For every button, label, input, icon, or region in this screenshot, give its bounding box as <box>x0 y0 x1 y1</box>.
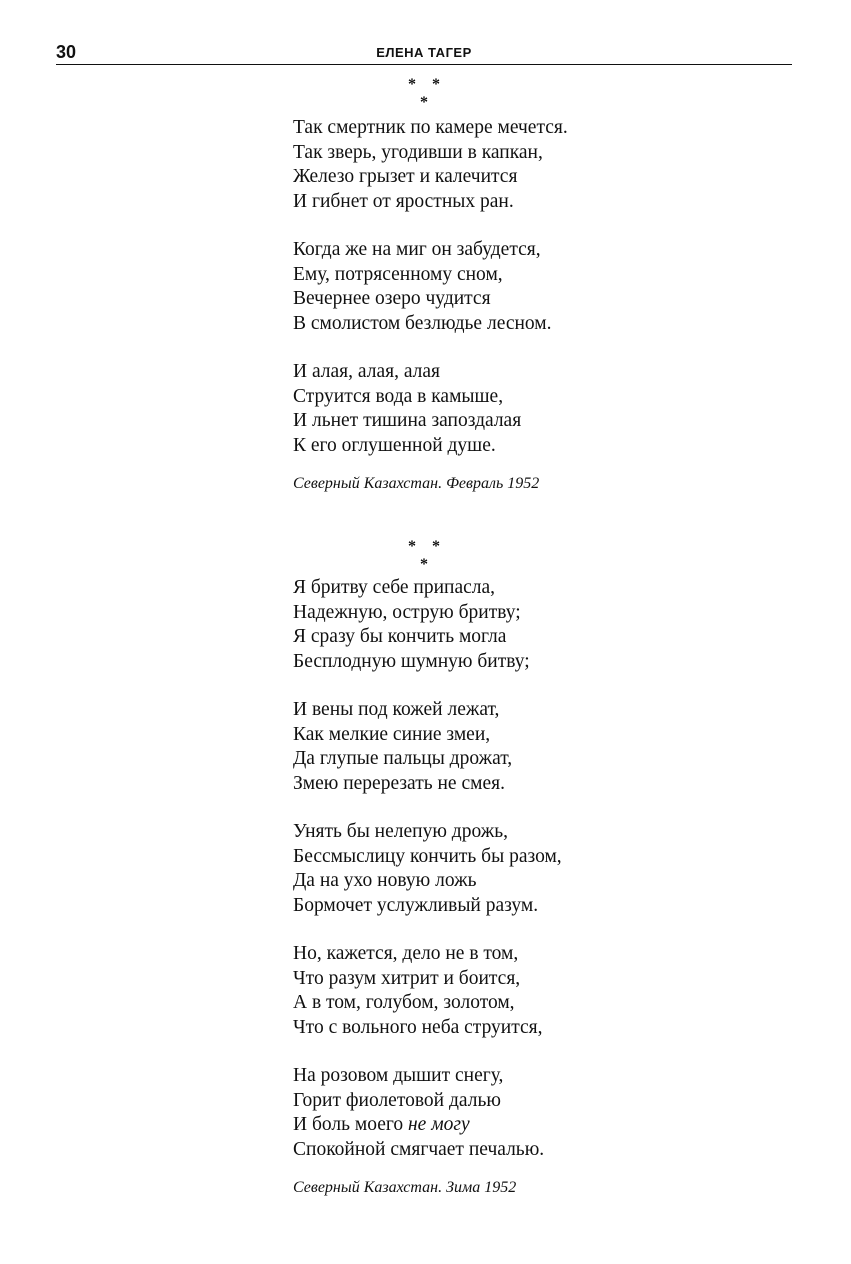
verse-line: И льнет тишина запоздалая <box>293 410 522 431</box>
poem-2-stanza-5 <box>293 1064 773 1162</box>
verse-line: А в том, голубом, золотом, <box>293 992 515 1013</box>
verse-line: Я сразу бы кончить могла <box>293 626 507 647</box>
poem-1-stanza-2 <box>293 238 773 336</box>
verse-line: Как мелкие синие змеи, <box>293 723 491 745</box>
verse-line: И алая, алая, алая <box>293 361 441 382</box>
verse-line: Что с вольного неба струится, <box>293 1016 543 1038</box>
verse-line: Змею перерезать не смея. <box>293 772 505 794</box>
poem-1-signature: Северный Казахстан. Февраль 1952 <box>293 475 540 492</box>
poem-1 <box>293 116 773 494</box>
verse-line: В смолистом безлюдье лесном. <box>293 312 552 334</box>
verse-line: Да на ухо новую ложь <box>293 870 477 891</box>
verse-line-with-italic <box>293 1113 773 1138</box>
poem-2-stanza-4 <box>293 942 773 1040</box>
poem-2-stanza-1 <box>293 576 773 674</box>
italic-phrase: не могу <box>408 1114 470 1135</box>
verse-line: Спокойной смягчает печалью. <box>293 1138 545 1160</box>
verse-line: Бессмыслицу кончить бы разом, <box>293 845 562 867</box>
verse-line: И гибнет от яростных ран. <box>293 190 514 212</box>
verse-line: Бормочет услужливый разум. <box>293 894 539 916</box>
verse-line: К его оглушенной душе. <box>293 434 496 456</box>
poem-2-separator: * * * <box>408 538 446 573</box>
verse-line: Железо грызет и калечится <box>293 166 518 187</box>
verse-line: Ему, потрясенному сном, <box>293 263 503 285</box>
verse-line: Горит фиолетовой далью <box>293 1089 501 1111</box>
verse-line: Струится вода в камыше, <box>293 385 504 407</box>
poem-1-stanza-1 <box>293 116 773 214</box>
verse-line: Так зверь, угодивши в капкан, <box>293 141 543 163</box>
poem-2-stanza-3 <box>293 820 773 918</box>
poem-2-stanza-2 <box>293 698 773 796</box>
running-head <box>56 42 792 65</box>
verse-line-start: И боль моего <box>293 1114 408 1135</box>
verse-line: Я бритву себе припасла, <box>293 577 496 598</box>
verse-line: Вечернее озеро чудится <box>293 288 491 309</box>
verse-line: Так смертник по камере мечется. <box>293 117 568 138</box>
author-running-title: ЕЛЕНА ТАГЕР <box>376 45 472 60</box>
poem-2 <box>293 576 773 1198</box>
page-number: 30 <box>56 42 77 62</box>
verse-line: Но, кажется, дело не в том, <box>293 943 519 964</box>
poem-2-signature: Северный Казахстан. Зима 1952 <box>293 1179 517 1196</box>
verse-line: Когда же на миг он забудется, <box>293 239 541 260</box>
verse-line: Что разум хитрит и боится, <box>293 967 521 989</box>
verse-line: Бесплодную шумную битву; <box>293 650 530 672</box>
verse-line: На розовом дышит снегу, <box>293 1065 504 1086</box>
verse-line: Унять бы нелепую дрожь, <box>293 821 508 842</box>
verse-line: Надежную, острую бритву; <box>293 601 521 623</box>
verse-line: Да глупые пальцы дрожат, <box>293 748 513 769</box>
poem-1-stanza-3 <box>293 360 773 458</box>
verse-line: И вены под кожей лежат, <box>293 699 500 720</box>
poem-1-separator: * * * <box>408 76 446 111</box>
